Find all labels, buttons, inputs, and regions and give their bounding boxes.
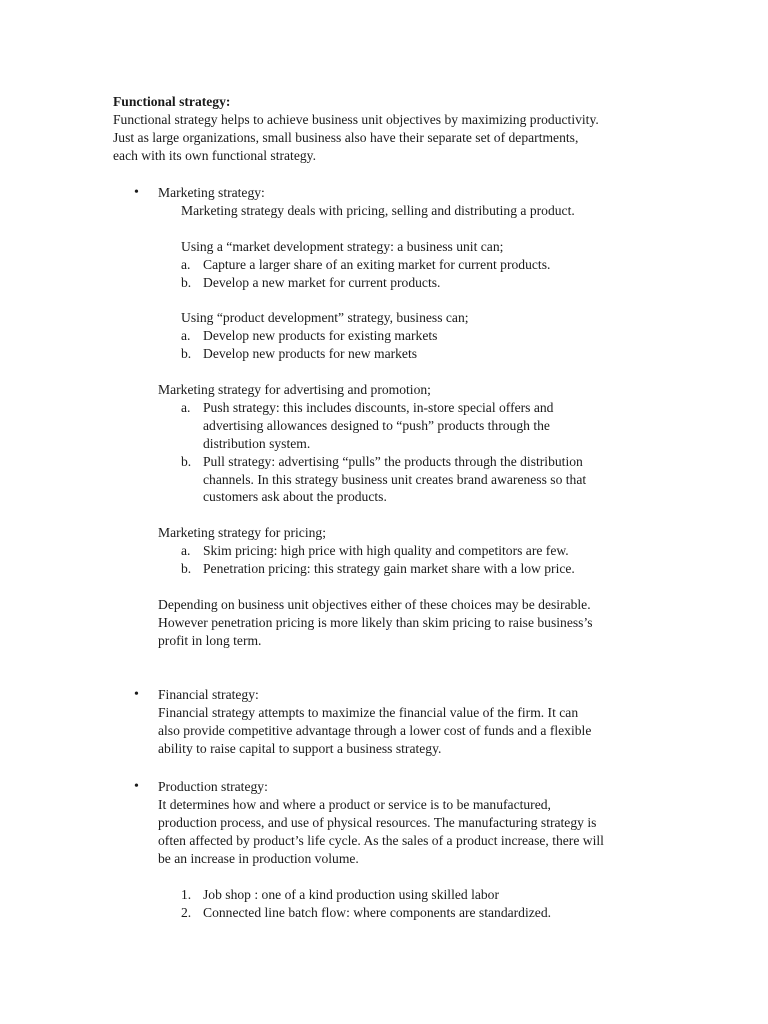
production-line: be an increase in production volume. — [158, 851, 359, 866]
intro-line: Just as large organizations, small business also have their separate set of departments, — [113, 130, 579, 145]
section-heading: Functional strategy: — [113, 94, 231, 109]
conclusion-line: Depending on business unit objectives either of these choices may be desirable. — [158, 597, 591, 612]
list-item: Capture a larger share of an exiting market for current products. — [203, 257, 551, 272]
list-item-line: customers ask about the products. — [203, 489, 387, 504]
product-dev-intro: Using “product development” strategy, business can; — [181, 310, 469, 325]
list-item: Develop new products for existing markets — [203, 328, 438, 343]
list-item-line: advertising allowances designed to “push” products through the — [203, 418, 550, 433]
list-item: Develop new products for new markets — [203, 346, 418, 361]
advertising-intro: Marketing strategy for advertising and promotion; — [158, 382, 431, 397]
marketing-desc: Marketing strategy deals with pricing, selling and distributing a product. — [181, 203, 575, 218]
conclusion-line: However penetration pricing is more likely than skim pricing to raise business’s — [158, 615, 593, 630]
list-marker: b. — [181, 346, 192, 361]
list-item-line: channels. In this strategy business unit creates brand awareness so that — [203, 472, 587, 487]
list-marker: a. — [181, 328, 191, 343]
production-line: often affected by product’s life cycle. As the sales of a product increase, there will — [158, 833, 604, 848]
financial-line: Financial strategy attempts to maximize the financial value of the firm. It can — [158, 705, 579, 720]
list-item: Connected line batch flow: where components are standardized. — [203, 905, 552, 920]
list-item-line: Push strategy: this includes discounts, in-store special offers and — [203, 400, 554, 415]
list-marker: 2. — [181, 905, 192, 920]
bullet-icon: • — [134, 687, 139, 702]
financial-title: Financial strategy: — [158, 687, 259, 702]
financial-line: also provide competitive advantage through a lower cost of funds and a flexible — [158, 723, 592, 738]
list-marker: a. — [181, 400, 191, 415]
list-item-line: distribution system. — [203, 436, 311, 451]
intro-line: Functional strategy helps to achieve business unit objectives by maximizing productivity. — [113, 112, 599, 127]
list-marker: a. — [181, 257, 191, 272]
list-item: Penetration pricing: this strategy gain market share with a low price. — [203, 561, 575, 576]
list-marker: b. — [181, 561, 192, 576]
list-item-line: Pull strategy: advertising “pulls” the products through the distribution — [203, 454, 583, 469]
bullet-icon: • — [134, 779, 139, 794]
conclusion-line: profit in long term. — [158, 633, 262, 648]
list-item: Skim pricing: high price with high quality and competitors are few. — [203, 543, 569, 558]
bullet-icon: • — [134, 185, 139, 200]
market-dev-intro: Using a “market development strategy: a business unit can; — [181, 239, 504, 254]
list-item: Job shop : one of a kind production using skilled labor — [203, 887, 500, 902]
pricing-intro: Marketing strategy for pricing; — [158, 525, 326, 540]
list-item: Develop a new market for current products. — [203, 275, 441, 290]
marketing-title: Marketing strategy: — [158, 185, 265, 200]
production-line: It determines how and where a product or service is to be manufactured, — [158, 797, 551, 812]
intro-line: each with its own functional strategy. — [113, 148, 316, 163]
financial-line: ability to raise capital to support a business strategy. — [158, 741, 442, 756]
list-marker: a. — [181, 543, 191, 558]
production-line: production process, and use of physical resources. The manufacturing strategy is — [158, 815, 597, 830]
list-marker: b. — [181, 275, 192, 290]
list-marker: b. — [181, 454, 192, 469]
production-title: Production strategy: — [158, 779, 268, 794]
list-marker: 1. — [181, 887, 192, 902]
